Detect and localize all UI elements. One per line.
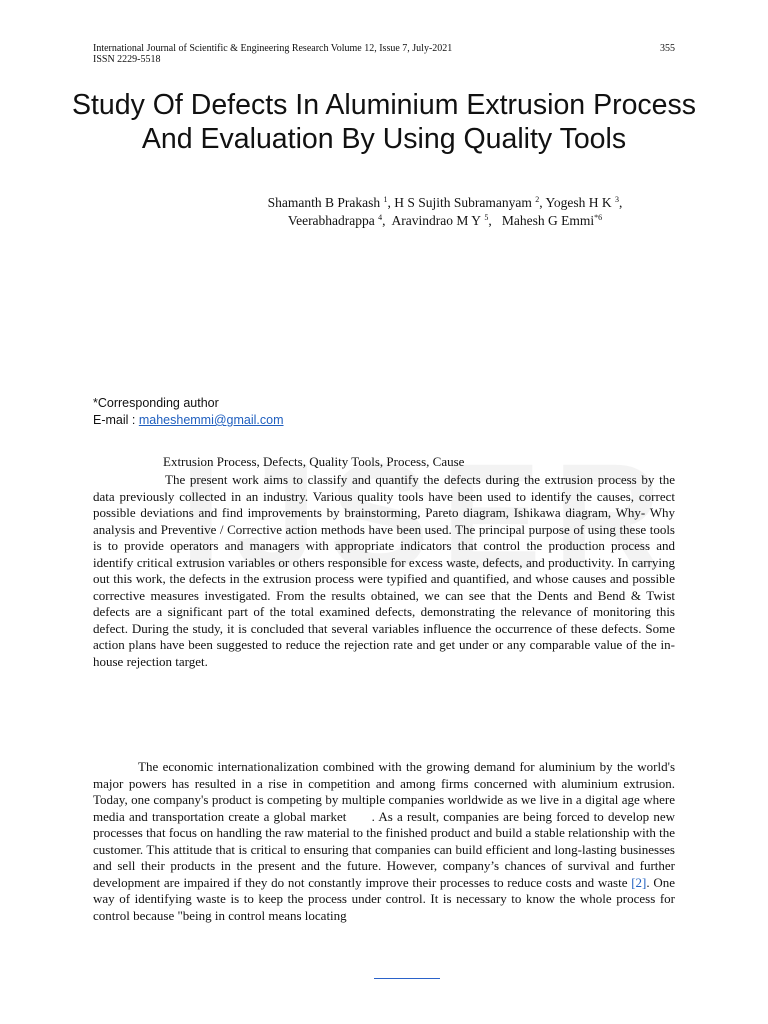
author-name: Mahesh G Emmi xyxy=(501,213,595,228)
keywords: Extrusion Process, Defects, Quality Tools, Process, Cause xyxy=(163,454,465,469)
intro-text: The economic internationalization combined with the growing demand for aluminium by the world's major powers has resulted in a rise in competition and among firms concerned with aluminium extrusion. Today, one company's product is competing by multiple companies worldwide as we live in a digital age where media and transportation create a global market xyxy=(93,759,675,824)
intro-text: . As a result, companies are being forced to develop new processes that focus on handling the raw material to the finished product and build a stable relationship with the customer. This attitude that is critical to ensuring that companies can build efficient and long-lasting businesses and sell their products in the present and the future. However, company’s chances of survival and further development are impaired if they do not constantly improve their processes to reduce costs and waste xyxy=(93,808,675,890)
author-affiliation-mark: 3 xyxy=(615,195,620,204)
author-name: H S Sujith Subramanyam xyxy=(394,195,532,210)
page-number: 355 xyxy=(660,43,675,54)
introduction-paragraph xyxy=(93,759,675,924)
email-link[interactable]: maheshemmi@gmail.com xyxy=(138,413,284,427)
author-affiliation-mark: *6 xyxy=(594,213,603,222)
email-line xyxy=(93,412,284,429)
author-name: Yogesh H K xyxy=(545,195,612,210)
issn: ISSN 2229-5518 xyxy=(93,54,161,65)
intro-text: . One way of identifying waste is to keep the process under control. It is necessary to know the whole process for control because "being in control means locating xyxy=(93,874,675,923)
author-affiliation-mark: 5 xyxy=(484,213,489,222)
footnote-divider xyxy=(374,978,440,979)
author-affiliation-mark: 4 xyxy=(378,213,383,222)
author-affiliation-mark: 1 xyxy=(383,195,388,204)
author-list: Shamanth B Prakash $^1$, H S Sujith Subramanyam $^2$, Yogesh H K $^3$, Veerabhadrappa $^4$, Aravindrao M Y $^5$, Mahesh G Emmi$^{*6}$ xyxy=(267,195,623,228)
journal-name: International Journal of Scientific & Engineering Research Volume 12, Issue 7, July-2021 xyxy=(93,43,453,54)
abstract-paragraph: The present work aims to classify and quantify the defects during the extrusion process by the data previously collected in an industry. Various quality tools have been used to identify the causes, correct possible deviations and find improvements by brainstorming, Pareto diagram, Ishikawa diagram, Why- Why analysis and Preventive / Corrective action methods have been used. The principal purpose of using these tools is to provide operators and managers with appropriate indicators that control the production process and identify critical extrusion variables or others responsible for excess waste, defects, and productivity. In carrying out this work, the defects in the extrusion process were typified and quantified, and whose causes and possible corrective measures investigated. From the results obtained, we can see that the Dents and Bend & Twist defects are a significant part of the total examined defects, demonstrating the relevance of monitoring this defect. During the study, it is concluded that several variables influence the occurrence of these defects. Some action plans have been suggested to reduce the rejection rate and get under or any comparable value of the in-house rejection target. xyxy=(93,472,675,669)
author-name: Veerabhadrappa xyxy=(287,213,375,228)
email-prefix: E-mail : xyxy=(93,413,139,427)
author-affiliation-mark: 2 xyxy=(535,195,540,204)
author-name: Shamanth B Prakash xyxy=(267,195,381,210)
running-header xyxy=(93,43,675,65)
corresponding-author-label: *Corresponding author xyxy=(93,396,219,410)
paper-title: Study Of Defects In Aluminium Extrusion Process And Evaluation By Using Quality Tools xyxy=(71,89,697,155)
citation-link[interactable]: [2] xyxy=(631,874,647,890)
author-name: Aravindrao M Y xyxy=(391,213,482,228)
